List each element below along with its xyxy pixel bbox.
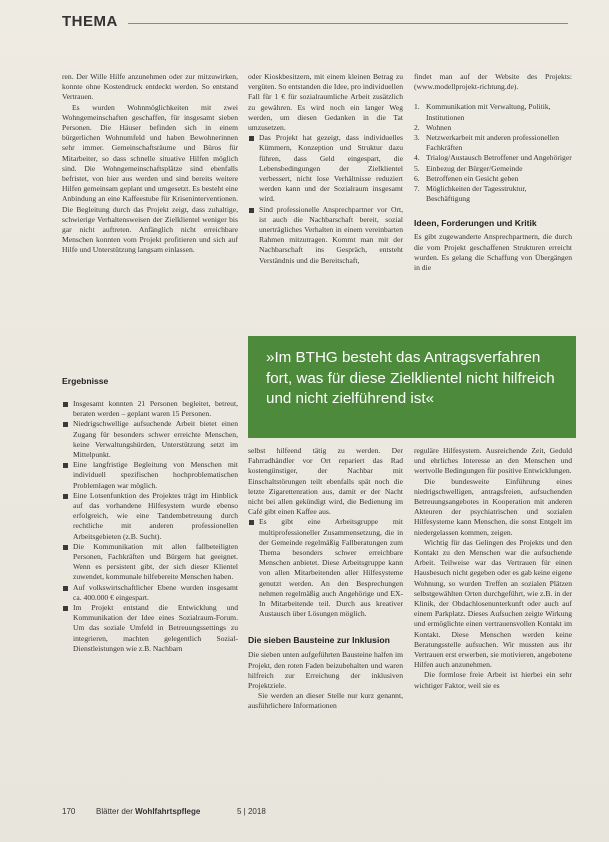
building-blocks-heading: Die sieben Bausteine zur Inklusion [248, 635, 390, 646]
list-item: 4. Trialog/Austausch Betroffener und Angehöriger [414, 153, 572, 163]
list-item: 1. Kommunikation mit Verwaltung, Politik, Institutionen [414, 102, 551, 122]
column-3-bottom [414, 446, 572, 691]
results-item: Eine langfristige Begleitung von Menschen mit individuell spezifischen hochproblematischen Problemlagen war möglich. [62, 460, 238, 491]
results-item: Eine Lotsenfunktion des Projektes trägt im Hinblick auf das vorhandene Hilfesystem wurde ebenso erfolgreich, wie eine Tandembetreuung durch rechtliche mit anderen professionellen Arbeitsgebieten (z.B. Sucht). [62, 491, 238, 542]
column-2-bottom [248, 446, 403, 712]
col2-bottom-list [248, 517, 403, 619]
list-item: Sind professionelle Ansprechpartner vor Ort, ist auch die Nachbarschaft bereit, sozial unerträgliches Verhalten in einem vereinbarten Rahmen mitzutragen. Kommt man mit der Nachbarschaft ins Gespräch, entsteht Verständnis und die Bereitschaft, [248, 205, 403, 266]
page-footer [62, 807, 572, 819]
results-list [62, 399, 238, 654]
section-label: THEMA [62, 13, 118, 30]
results-section [62, 376, 238, 654]
col2-after-heading: Die sieben unten aufgeführten Bausteine halfen im Projekt, den roten Faden beizubehalten und waren hilfreich zur Erreichung der inklusiven Projektziele. [248, 650, 403, 691]
pull-quote-text: »Im BTHG besteht das Antragsverfahren fort, was für diese Zielklientel nicht hilfreich und nicht zielführend ist« [266, 349, 555, 407]
journal-name: Blätter der Wohlfahrtspflege [96, 807, 201, 816]
results-heading: Ergebnisse [62, 376, 109, 386]
col3-bottom-paragraph-1: reguläre Hilfesystem. Ausreichende Zeit, Geduld und ehrliches Interesse an den Menschen und wertvolle Bedingungen für positive Entwicklungen. [414, 446, 572, 476]
ideas-paragraph: Es gibt zugewanderte Ansprechpartnern, die durch die vom Projekt geschaffenen Strukturen erreicht wurden. Es gelang die Schaffung von Übergängen in die [414, 232, 572, 273]
page-number: 170 [62, 807, 76, 816]
header-rule [128, 23, 568, 24]
col3-bottom-paragraph-3: Wichtig für das Gelingen des Projekts und den Kontakt zu den Menschen war die aufsuchende Arbeit. Teilweise war das Vertrauen für einen Hausbesuch nicht gegeben oder es gab keine eigene Wohnung, so wurden Treffen an sozialen Plätzen selbstgewählten Orten durchgeführt, wie z.B. in der Klinik, der Obdachlosenunterkunft oder auch auf einem Parkplatz. Dieses Aufsuchen zeigte Wirkung und ermöglichte einen vertrauensvollen Kontakt im Kontakt. Diese Menschen werden keine Beratungsstelle aufsuchen. Wir mussten aus ihr Vertrauen erst erwerben, sie motivieren, angebotene Hilfen auch anzunehmen. [414, 537, 572, 670]
building-blocks-list [414, 102, 572, 204]
column-1 [62, 72, 238, 256]
col2-after-heading-2: Sie werden an dieser Stelle nur kurz genannt, ausführlichere Informationen [248, 691, 403, 711]
list-item: 3. Netzwerkarbeit mit anderen professionellen Fachkräften [414, 133, 560, 153]
col1-second-paragraph: Es wurden Wohnmöglichkeiten mit zwei Wohngemeinschaften geschaffen, für insgesamt sieben Personen. Die Häuser befinden sich in einem bürgerlichen Wohnumfeld und haben Bewohnerinnen sehr immer. Gemeinschaftsräume und Büros für Mitarbeiter, so dass schnelle situative Hilfen möglich sind. Die Wohngemeinschaftsplätze sind ebenfalls befristet, von hier aus werden und sind bereits weitere Hilfen gemeinsam geplant und umgesetzt. Es besteht eine Anbindung an eine Kaffeestube für Kriseninterventionen. Die Begleitung durch das Projekt zeigt, dass zuhaltige, schwierige Verhaltensweisen der Zielklientel weniger bis gar nicht auftreten. Anfänglich nicht erreichbare Menschen konnten vom Projekt profitieren und sich auf Hilfe und Unterstützung langsam einlassen. [62, 102, 238, 255]
col2-top-paragraph: oder Kioskbesitzern, mit einem kleinen Betrag zu vergüten. So entstanden die Idee, pro individuellen Fall für 1 € für sozialraumliche Arbeit zusätzlich zu gewähren. Es wird noch ein langer Weg werden, um diesen Gedanken in die Tat umzusetzen. [248, 72, 403, 133]
col3-bottom-paragraph-2: Die bundesweite Einführung eines niedrigschwelligen, antragsfreien, aufsuchenden Betreuungsangebotes in Kooperation mit anderen Akteuren der psychiatrischen und sozialen Hilfesysteme kann Menschen, die sonst Entgelt im niedergelassen kommen, zeigen. [414, 476, 572, 537]
list-item: 6. Betroffenen ein Gesicht geben [414, 173, 519, 183]
col2-bottom-paragraph: selbst hilfeend tätig zu werden. Der Fahrradhändler vor Ort repariert das Rad kostengünstiger, der Nachbar mit Einschaltstörungen teilt ebenfalls spät noch die letzte Zigarettenration aus, damit er der Nacht nicht bei allen gekündigt wird, die Bedienung im Café gibt einen Kaffee aus. [248, 446, 403, 517]
col3-intro: findet man auf der Website des Projekts: (www.modellprojekt-richtung.de). [414, 72, 572, 92]
column-2-top [248, 72, 403, 266]
list-item: Das Projekt hat gezeigt, dass individuelles Kümmern, Konzeption und Struktur dazu führen, dass Geld eingespart, die Lebensbedingungen der Zielklientel verbessert, nicht lose Verhältnisse reduziert werden kann und der Sozialraum insgesamt wird. [248, 133, 403, 204]
list-item: 7. Möglichkeiten der Tagesstruktur, Beschäftigung [414, 184, 527, 204]
results-item: Insgesamt konnten 21 Personen begleitet, betreut, beraten werden – geplant waren 15 Personen. [62, 399, 238, 419]
list-item: Es gibt eine Arbeitsgruppe mit multiprofessioneller Zusammensetzung, die in der Gemeinde regelmäßig Fallberatungen zum Thema besonders schwer erreichbare Menschen anbietet. Diese Arbeitsgruppe kann von allen Mitarbeitenden aller Hilfesysteme genutzt werden. An den Besprechungen nehmen regelmäßig auch Angehörige und EX-In Mitarbeitende teil. Durch aus kreativer Austausch über Lösungen möglich. [248, 517, 403, 619]
issue-number: 5 | 2018 [237, 807, 266, 816]
list-item: 2. Wohnen [414, 122, 452, 132]
col3-bottom-paragraph-4: Die formlose freie Arbeit ist hierbei ein sehr wichtiger Faktor, weil sie es [414, 670, 572, 690]
results-item: Auf volkswirtschaftlicher Ebene wurden insgesamt ca. 400.000 € eingespart. [62, 583, 238, 603]
list-item: 5. Einbezug der Bürger/Gemeinde [414, 163, 523, 173]
col1-top-paragraph: ren. Der Wille Hilfe anzunehmen oder zur mitzuwirken, konnte ohne Kostendruck entdeckt werden. So entstand Vertrauen. [62, 72, 238, 102]
results-item: Niedrigschwellige aufsuchende Arbeit bietet einen Zugang für besonders schwer erreichte Menschen, keine Verwaltungshürden, Unterstützung setzt im Mittelpunkt. [62, 419, 238, 460]
results-item: Im Projekt entstand die Entwicklung und Kommunikation der Idee eines Sozialraum-Forum. Um das soziale Umfeld in Betreuungssettings zu integrieren, machten gelegentlich Sozial-Dienstleistungen wie z.B. Nachbarn [62, 603, 238, 654]
col2-top-list [248, 133, 403, 266]
column-3-top [414, 72, 572, 273]
results-item: Die Kommunikation mit allen fallbeteiligten Personen, Fachkräften und Bürgern hat geeignet. Wenn es persistent gibt, der sich dieser Klientel zuwendet, kommunale hilfebereite Menschen haben. [62, 542, 238, 583]
ideas-heading: Ideen, Forderungen und Kritik [414, 218, 537, 229]
pull-quote [248, 336, 576, 438]
